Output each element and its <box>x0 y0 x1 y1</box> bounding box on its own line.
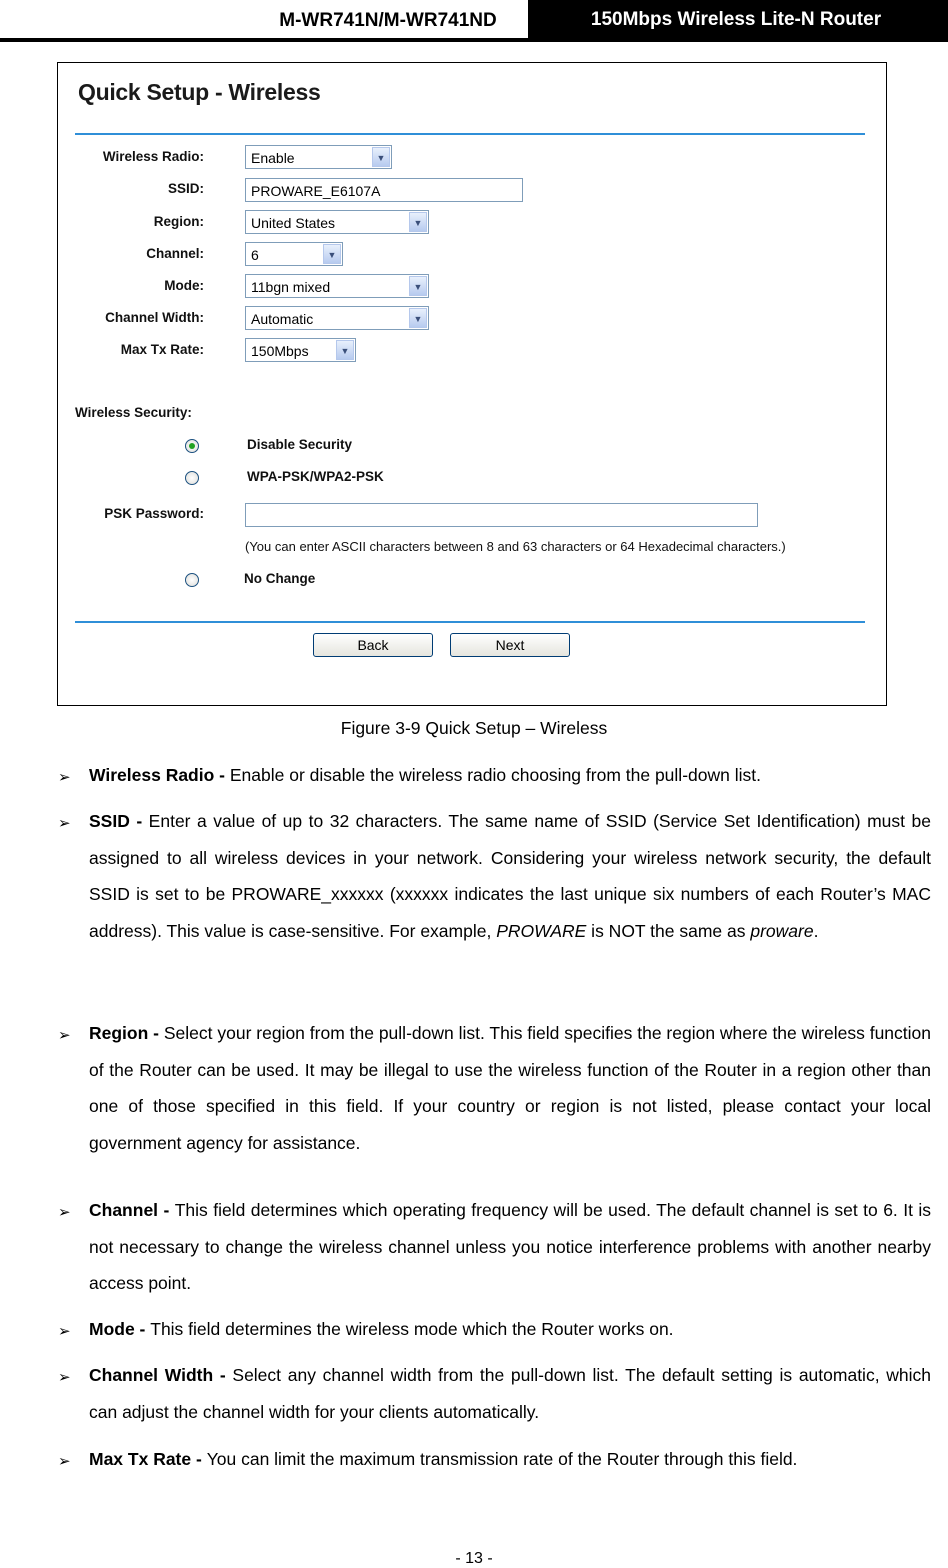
channel-value: 6 <box>251 247 259 263</box>
item-term: Mode - <box>89 1319 151 1339</box>
mode-value: 11bgn mixed <box>251 279 331 295</box>
chevron-down-icon[interactable]: ▼ <box>323 244 341 264</box>
channel-label: Channel: <box>146 246 204 261</box>
item-term: SSID - <box>89 811 149 831</box>
item-text: Enter a value of up to 32 characters. The same name of SSID (Service Set Identification) must be assigned to all wireless devices in your network. Considering your wireless network security, the default SSID is set to be PROWARE_xxxxxx (xxxxxx indicates the last unique six numbers of each Router’s MAC address). This value is case-sensitive. For example, <box>89 811 931 941</box>
chevron-down-icon[interactable]: ▼ <box>409 212 427 232</box>
item-region <box>89 1015 931 1161</box>
region-value: United States <box>251 215 336 231</box>
item-emphasis: PROWARE <box>496 920 587 941</box>
mode-select[interactable] <box>245 274 429 298</box>
item-text: This field determines the wireless mode which the Router works on. <box>150 1319 674 1339</box>
no-change-radio[interactable] <box>185 573 199 587</box>
item-text: You can limit the maximum transmission rate of the Router through this field. <box>206 1449 798 1469</box>
wpa-psk-label: WPA-PSK/WPA2-PSK <box>247 469 384 484</box>
header-rule <box>0 38 944 42</box>
top-divider <box>75 133 865 135</box>
item-term: Wireless Radio - <box>89 765 230 785</box>
chevron-down-icon[interactable]: ▼ <box>372 147 390 167</box>
item-term: Max Tx Rate - <box>89 1449 207 1469</box>
item-text: This field determines which operating frequency will be used. The default channel is set to 6. It is not necessary to change the wireless channel unless you notice interference problems with another nearby access point. <box>89 1200 932 1293</box>
channel-width-value: Automatic <box>251 311 314 327</box>
item-channel <box>89 1192 931 1302</box>
chevron-down-icon[interactable]: ▼ <box>336 340 354 360</box>
page-number: - 13 - <box>455 1550 493 1567</box>
no-change-label: No Change <box>244 571 316 586</box>
max-tx-rate-label: Max Tx Rate: <box>120 342 204 357</box>
item-emphasis: proware <box>750 920 814 941</box>
page-header <box>0 0 948 42</box>
item-term: Channel - <box>89 1200 175 1220</box>
item-max-tx-rate <box>89 1441 931 1478</box>
chevron-down-icon[interactable]: ▼ <box>409 276 427 296</box>
bottom-divider <box>75 621 865 623</box>
header-product: 150Mbps Wireless Lite-N Router <box>528 0 944 38</box>
wpa-psk-radio[interactable] <box>185 471 199 485</box>
channel-width-select[interactable] <box>245 306 429 330</box>
max-tx-rate-select[interactable] <box>245 338 356 362</box>
psk-password-note: (You can enter ASCII characters between 8 and 63 characters or 64 Hexadecimal characters.) <box>245 539 786 554</box>
ssid-input[interactable]: PROWARE_E6107A <box>245 178 523 202</box>
region-label: Region: <box>153 214 204 229</box>
item-wireless-radio <box>89 757 931 794</box>
wireless-radio-select[interactable] <box>245 145 392 169</box>
bullet-icon: ➢ <box>58 815 71 832</box>
wireless-radio-value: Enable <box>251 150 295 166</box>
back-button[interactable]: Back <box>313 633 433 657</box>
channel-width-label: Channel Width: <box>105 310 204 325</box>
bullet-icon: ➢ <box>58 1027 71 1044</box>
max-tx-rate-value: 150Mbps <box>251 343 309 359</box>
chevron-down-icon[interactable]: ▼ <box>409 308 427 328</box>
header-model: M-WR741N/M-WR741ND <box>279 10 497 31</box>
item-ssid <box>89 803 931 949</box>
psk-password-input[interactable] <box>245 503 758 527</box>
item-channel-width <box>89 1357 931 1430</box>
quick-setup-wireless-panel <box>57 62 887 706</box>
item-text: . <box>813 920 819 941</box>
bullet-icon: ➢ <box>58 1453 71 1470</box>
channel-select[interactable] <box>245 242 343 266</box>
figure-caption: Figure 3-9 Quick Setup – Wireless <box>340 718 608 738</box>
bullet-icon: ➢ <box>58 1369 71 1386</box>
bullet-icon: ➢ <box>58 1323 71 1340</box>
wireless-security-label: Wireless Security: <box>75 405 192 420</box>
item-term: Channel Width - <box>89 1365 233 1385</box>
item-text: Select any channel width from the pull-down list. The default setting is automatic, which can adjust the channel width for your clients automatically. <box>89 1365 931 1422</box>
bullet-icon: ➢ <box>58 769 71 786</box>
item-text: is NOT the same as <box>586 920 751 941</box>
item-text: Enable or disable the wireless radio choosing from the pull-down list. <box>229 765 761 785</box>
next-button[interactable]: Next <box>450 633 570 657</box>
bullet-icon: ➢ <box>58 1204 71 1221</box>
mode-label: Mode: <box>164 278 204 293</box>
item-text: Select your region from the pull-down list. This field specifies the region where the wireless function of the Router can be used. It may be illegal to use the wireless function of the Router in a region other than one of those specified in this field. If your country or region is not listed, please contact your local government agency for assistance. <box>89 1023 931 1153</box>
item-term: Region - <box>89 1023 164 1043</box>
disable-security-radio[interactable] <box>185 439 199 453</box>
disable-security-label: Disable Security <box>247 437 353 452</box>
item-mode <box>89 1311 931 1348</box>
region-select[interactable] <box>245 210 429 234</box>
panel-title: Quick Setup - Wireless <box>78 79 321 105</box>
psk-password-label: PSK Password: <box>104 506 204 521</box>
ssid-label: SSID: <box>167 181 204 196</box>
wireless-radio-label: Wireless Radio: <box>102 149 204 164</box>
header-rule-tick <box>944 0 948 42</box>
